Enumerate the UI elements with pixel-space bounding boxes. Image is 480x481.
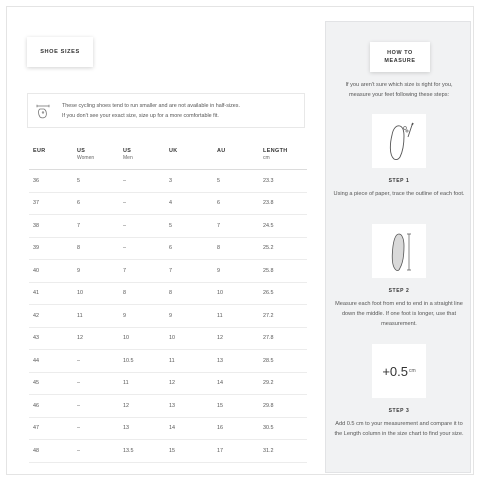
how-to-measure-title: HOW TO MEASURE [370, 42, 430, 72]
cell-us-men: 7 [123, 267, 126, 274]
cell-length: 25.2 [263, 245, 274, 252]
cell-us-men: 13.5 [123, 447, 134, 454]
size-table [29, 148, 307, 463]
header-uk: UK [169, 148, 178, 154]
cell-eur: 39 [33, 245, 39, 252]
cell-uk: 10 [169, 335, 175, 342]
cell-us-women: 10 [77, 290, 83, 297]
cell-length: 28.5 [263, 357, 274, 364]
cell-us-men: – [123, 245, 126, 252]
header-au: AU [217, 148, 226, 154]
cell-length: 29.8 [263, 402, 274, 409]
table-row [29, 305, 307, 328]
cell-length: 27.2 [263, 312, 274, 319]
cell-au: 17 [217, 447, 223, 454]
plus-half-cm-icon [372, 344, 426, 398]
cell-us-women: – [77, 425, 80, 432]
cell-eur: 38 [33, 222, 39, 229]
cell-eur: 37 [33, 200, 39, 207]
cell-eur: 43 [33, 335, 39, 342]
step-3-text: Add 0.5 cm to your measurement and compare it to the Length column in the size chart to find your size. [334, 421, 464, 437]
cell-us-men: 8 [123, 290, 126, 297]
cell-uk: 5 [169, 222, 172, 229]
plus-value: +0.5 [382, 363, 408, 379]
table-row [29, 260, 307, 283]
cell-uk: 12 [169, 380, 175, 387]
cell-us-men: – [123, 200, 126, 207]
cell-length: 25.8 [263, 267, 274, 274]
cell-uk: 6 [169, 245, 172, 252]
header-us-men: US Men [123, 148, 133, 161]
table-row [29, 193, 307, 216]
table-row [29, 328, 307, 351]
cell-us-women: 5 [77, 177, 80, 184]
cell-eur: 40 [33, 267, 39, 274]
cell-length: 29.2 [263, 380, 274, 387]
cell-au: 5 [217, 177, 220, 184]
cell-eur: 45 [33, 380, 39, 387]
table-row [29, 350, 307, 373]
table-body [29, 170, 307, 463]
table-row [29, 170, 307, 193]
cell-length: 27.8 [263, 335, 274, 342]
cell-eur: 41 [33, 290, 39, 297]
header-length: LENGTH cm [263, 148, 288, 161]
table-row [29, 373, 307, 396]
cell-uk: 9 [169, 312, 172, 319]
cell-uk: 8 [169, 290, 172, 297]
foot-outline-icon [372, 114, 426, 168]
table-row [29, 418, 307, 441]
cell-us-women: – [77, 402, 80, 409]
cell-us-women: 8 [77, 245, 80, 252]
table-header [29, 148, 307, 170]
cell-au: 6 [217, 200, 220, 207]
cell-uk: 14 [169, 425, 175, 432]
cell-au: 12 [217, 335, 223, 342]
cell-eur: 44 [33, 357, 39, 364]
cell-us-men: 11 [123, 380, 129, 387]
cell-us-women: 7 [77, 222, 80, 229]
cell-us-women: 9 [77, 267, 80, 274]
cell-uk: 15 [169, 447, 175, 454]
step-3-label: STEP 3 [388, 408, 410, 414]
cell-eur: 36 [33, 177, 39, 184]
cell-uk: 13 [169, 402, 175, 409]
size-guide-page [6, 6, 474, 475]
foot-measure-icon [372, 224, 426, 278]
table-row [29, 238, 307, 261]
cell-us-men: 10 [123, 335, 129, 342]
table-row [29, 215, 307, 238]
step-2-text: Measure each foot from end to end in a straight line down the middle. If one foot is longer, use that measurement. [335, 301, 463, 327]
cell-uk: 7 [169, 267, 172, 274]
notice-line-2: If you don't see your exact size, size up for a more comfortable fit. [62, 112, 219, 119]
cell-length: 26.5 [263, 290, 274, 297]
cell-us-men: 9 [123, 312, 126, 319]
measure-intro: If you aren't sure which size is right for you, measure your feet following these steps: [345, 82, 453, 98]
shoe-sizes-title: SHOE SIZES [27, 37, 93, 67]
cell-au: 8 [217, 245, 220, 252]
cell-au: 11 [217, 312, 223, 319]
table-row [29, 283, 307, 306]
cell-length: 24.5 [263, 222, 274, 229]
cell-uk: 11 [169, 357, 175, 364]
cell-length: 31.2 [263, 447, 274, 454]
table-row [29, 440, 307, 463]
header-us-women: US Women [77, 148, 95, 161]
cell-eur: 48 [33, 447, 39, 454]
plus-unit: cm [409, 368, 416, 374]
cell-us-men: – [123, 222, 126, 229]
cell-au: 14 [217, 380, 223, 387]
cell-au: 9 [217, 267, 220, 274]
cell-us-women: – [77, 357, 80, 364]
cell-us-men: 13 [123, 425, 129, 432]
cell-us-women: 6 [77, 200, 80, 207]
cell-us-women: 11 [77, 312, 83, 319]
step-1-text: Using a piece of paper, trace the outline of each foot. [333, 191, 465, 197]
cell-us-men: 12 [123, 402, 129, 409]
cell-uk: 4 [169, 200, 172, 207]
cell-au: 13 [217, 357, 223, 364]
cell-length: 30.5 [263, 425, 274, 432]
cell-au: 10 [217, 290, 223, 297]
cell-eur: 47 [33, 425, 39, 432]
cell-au: 16 [217, 425, 223, 432]
header-eur: EUR [33, 148, 46, 154]
cell-us-women: – [77, 447, 80, 454]
cell-us-men: – [123, 177, 126, 184]
cell-uk: 3 [169, 177, 172, 184]
how-to-measure-panel [325, 21, 471, 473]
cell-us-women: 12 [77, 335, 83, 342]
step-2-label: STEP 2 [388, 288, 410, 294]
cell-length: 23.3 [263, 177, 274, 184]
cell-au: 7 [217, 222, 220, 229]
cell-eur: 42 [33, 312, 39, 319]
fit-notice [27, 93, 305, 128]
shoe-measure-icon [28, 94, 58, 127]
table-row [29, 395, 307, 418]
cell-au: 15 [217, 402, 223, 409]
notice-line-1: These cycling shoes tend to run smaller and are not available in half-sizes. [62, 102, 240, 109]
cell-us-women: – [77, 380, 80, 387]
cell-length: 23.8 [263, 200, 274, 207]
step-1-label: STEP 1 [388, 178, 410, 184]
cell-us-men: 10.5 [123, 357, 134, 364]
cell-eur: 46 [33, 402, 39, 409]
